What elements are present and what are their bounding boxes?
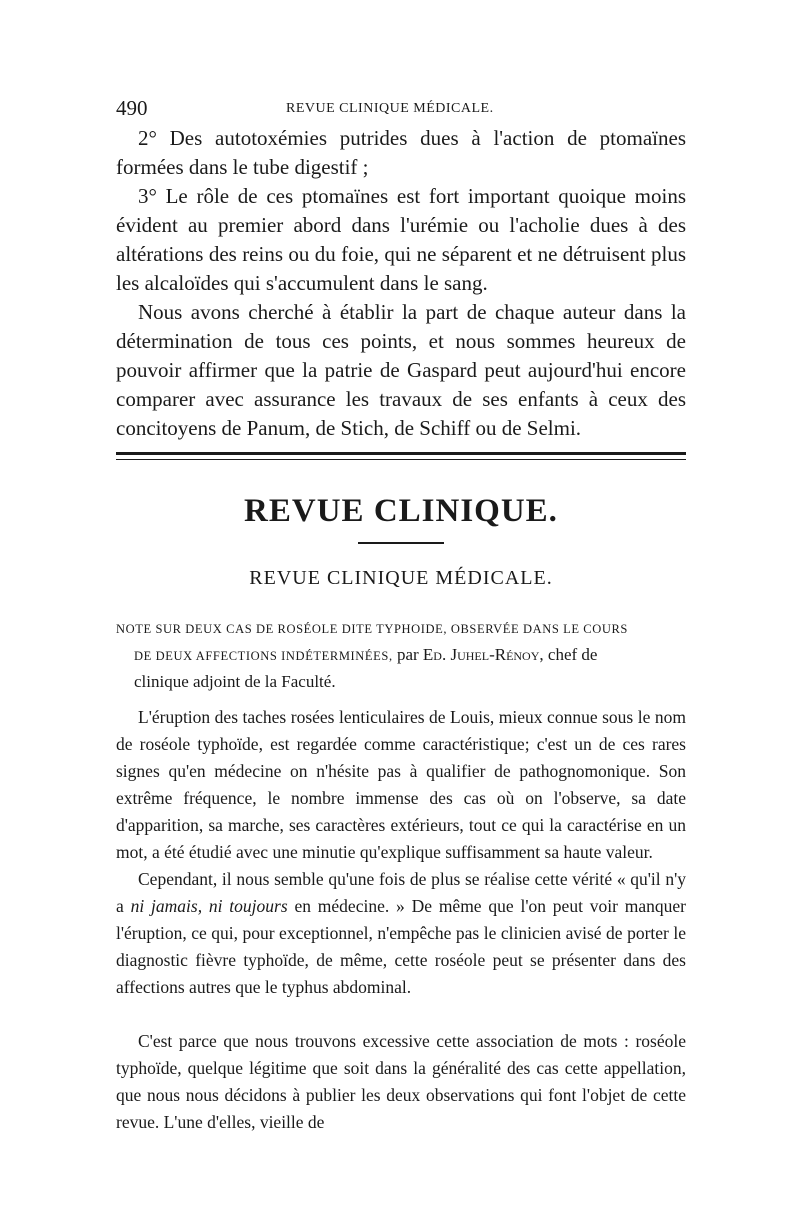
article-title-line1: NOTE SUR DEUX CAS DE ROSÉOLE DITE TYPHOIDE, OBSERVÉE DANS LE COURS (116, 622, 628, 636)
paragraph-autotoxemies: 2° Des autotoxémies putrides dues à l'action de ptomaïnes formées dans le tube digestif ; (116, 126, 686, 179)
article-heading (116, 616, 686, 695)
article-title-line2 (116, 642, 686, 669)
running-head (116, 96, 686, 120)
running-title: REVUE CLINIQUE MÉDICALE. (286, 101, 494, 116)
paragraph-ptomaines-role: 3° Le rôle de ces ptomaïnes est fort important quoique moins évident au premier abord dans l'urémie ou l'acholie dues à des altérations des reins ou du foie, qui ne séparent et ne détruisent plus les alcaloïdes qui s'accumulent dans le sang. (116, 184, 686, 295)
title-rule (358, 542, 444, 544)
article-par: par (392, 645, 423, 664)
page-number: 490 (116, 96, 148, 120)
paragraph-eruption: L'éruption des taches rosées lenticulaires de Louis, mieux connue sous le nom de roséole typhoïde, est regardée comme caractéristique; c'est un de ces rares signes qu'en médecine on n'hésite pas à qualifier de pathognomonique. Son extrême fréquence, le nombre immense des cas où on l'observe, sa date d'apparition, sa marche, ses caractères extérieurs, tout ce qui la caractérise en un mot, a été étudié avec une minutie qu'explique suffisamment sa haute valeur. (116, 707, 686, 862)
double-rule-top (116, 452, 686, 455)
paragraph-conclusion: Nous avons cherché à établir la part de chaque auteur dans la détermination de tous ces points, et nous sommes heureux de pouvoir affirmer que la patrie de Gaspard peut aujourd'hui encore comparer avec assurance les travaux de ses enfants à ceux des concitoyens de Panum, de Stich, de Schiff ou de Selmi. (116, 300, 686, 440)
double-rule-bottom (116, 459, 686, 460)
paragraph-cependant (116, 866, 686, 1001)
section-title: REVUE CLINIQUE. (244, 493, 558, 529)
article-title-caps: DE DEUX AFFECTIONS INDÉTERMINÉES, (134, 649, 393, 663)
subsection-title: REVUE CLINIQUE MÉDICALE. (249, 567, 553, 589)
article-author-role: chef de (543, 645, 598, 664)
paragraph-association: C'est parce que nous trouvons excessive cette association de mots : roséole typhoïde, quelque légitime que soit dans la généralité des cas cette appellation, que nous nous décidons à publier les deux observations qui font l'objet de cette revue. L'une d'elles, vieille de (116, 1031, 686, 1132)
paragraph-cependant-italic: ni jamais, ni toujours (130, 896, 288, 916)
article-author: Ed. Juhel-Rénoy, (422, 645, 544, 664)
paragraph-cependant-start: Cependant, il nous semble qu'une fois de plus se réalise cette vérité « qu'il n'y a (116, 869, 686, 916)
article-title-line3: clinique adjoint de la Faculté. (134, 672, 336, 691)
paragraph-cependant-end: en médecine. » De même que l'on peut voir manquer l'éruption, ce qui, pour exceptionnel, n'empêche pas le clinicien avisé de porter le diagnostic fièvre typhoïde, de même, cette roséole peut se présenter dans des affections autres que le typhus abdominal. (116, 896, 686, 997)
